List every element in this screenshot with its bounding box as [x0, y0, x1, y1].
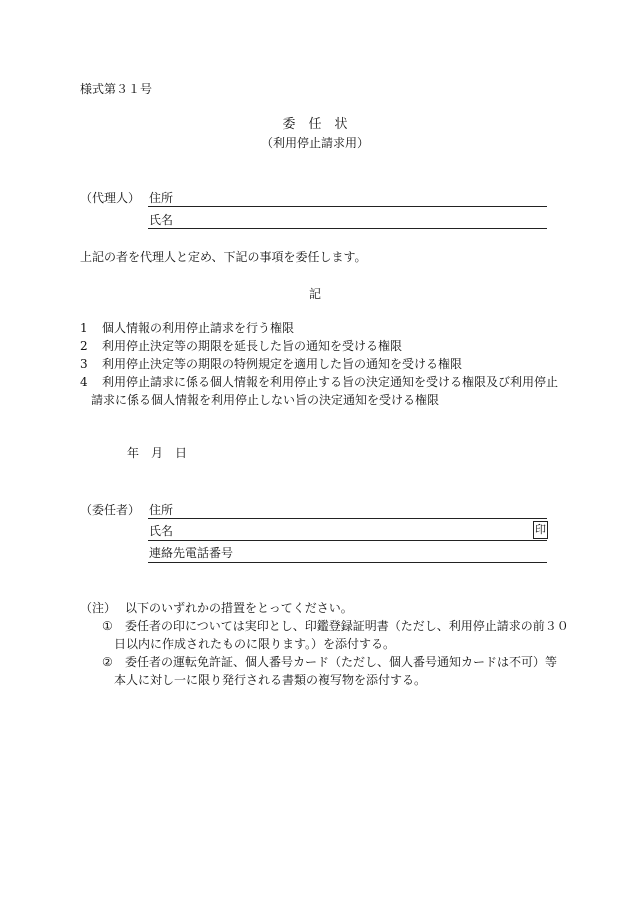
list-item-continuation: 請求に係る個人情報を利用停止しない旨の決定通知を受ける権限: [91, 393, 440, 407]
agent-label: （代理人）: [80, 191, 141, 205]
note-mark: ①: [102, 619, 113, 633]
agent-name-line[interactable]: [148, 228, 547, 229]
note-mark: ②: [102, 655, 113, 669]
note-label: （注）: [80, 601, 117, 615]
delegation-statement: 上記の者を代理人と定め、下記の事項を委任します。: [80, 250, 367, 264]
agent-address-line[interactable]: [148, 206, 547, 207]
list-item: 利用停止決定等の期限の特例規定を適用した旨の通知を受ける権限: [102, 357, 463, 371]
agent-name-label: 氏名: [149, 213, 174, 227]
note-text: 日以内に作成されたものに限ります。）を添付する。: [114, 637, 396, 651]
seal-box: 印: [533, 521, 548, 539]
principal-phone-label: 連絡先電話番号: [149, 546, 234, 560]
note-intro: 以下のいずれかの措置をとってください。: [125, 601, 353, 615]
principal-address-label: 住所: [149, 503, 174, 517]
principal-label: （委任者）: [80, 503, 141, 517]
date-line: 年 月 日: [127, 446, 188, 460]
document-subtitle: （利用停止請求用）: [260, 136, 369, 150]
list-item-number: 3: [80, 357, 88, 371]
ki-heading: 記: [308, 287, 321, 301]
list-item: 利用停止請求に係る個人情報を利用停止する旨の決定通知を受ける権限及び利用停止: [102, 375, 559, 389]
principal-phone-line[interactable]: [148, 562, 547, 563]
agent-address-label: 住所: [149, 191, 174, 205]
principal-address-line[interactable]: [148, 518, 547, 519]
list-item-number: 4: [80, 375, 88, 389]
note-text: 本人に対し一に限り発行される書類の複写物を添付する。: [114, 673, 427, 687]
document-title: 委 任 状: [282, 117, 348, 132]
list-item: 利用停止決定等の期限を延長した旨の通知を受ける権限: [102, 339, 403, 353]
list-item: 個人情報の利用停止請求を行う権限: [102, 321, 295, 335]
note-text: 委任者の運転免許証、個人番号カード（ただし、個人番号通知カードは不可）等: [125, 655, 558, 669]
principal-name-line[interactable]: [148, 540, 547, 541]
form-number: 様式第３１号: [80, 82, 153, 96]
principal-name-label: 氏名: [149, 524, 174, 538]
note-text: 委任者の印については実印とし、印鑑登録証明書（ただし、利用停止請求の前３０: [125, 619, 569, 633]
list-item-number: 1: [80, 321, 88, 335]
list-item-number: 2: [80, 339, 88, 353]
